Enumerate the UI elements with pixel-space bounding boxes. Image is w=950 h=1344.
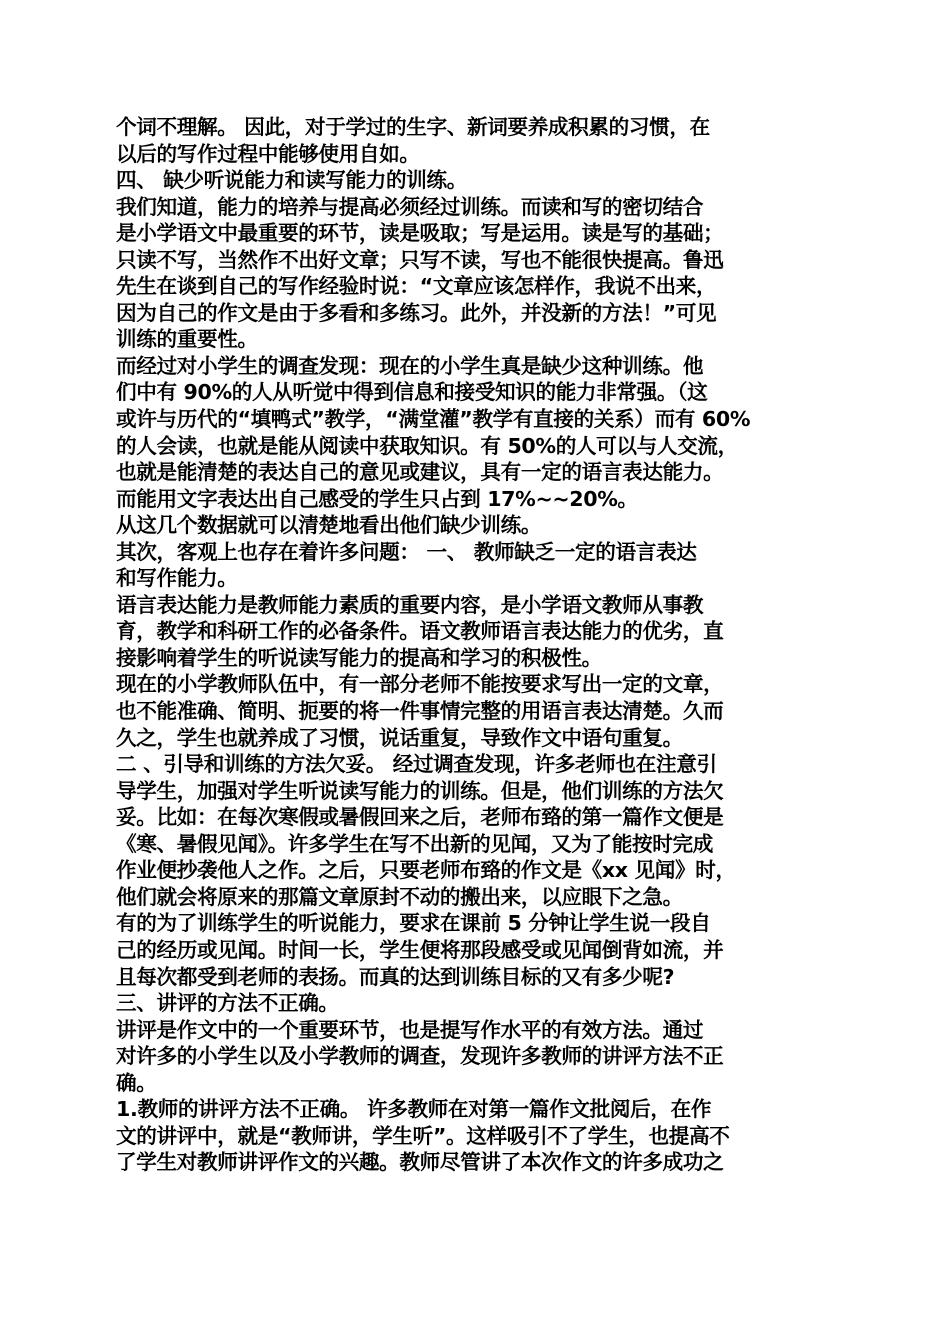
text-line: 是小学语文中最重要的环节，读是吸取；写是运用。读是写的基础；	[116, 221, 724, 246]
text-line: 我们知道，能力的培养与提高必须经过训练。而读和写的密切结合	[116, 194, 704, 219]
text-line: 接影响着学生的听说读写能力的提高和学习的积极性。	[116, 645, 602, 670]
text-line: 只读不写，当然作不出好文章；只写不读，写也不能很快提高。鲁迅	[116, 247, 724, 272]
text-line: 也不能准确、简明、扼要的将一件事情完整的用语言表达清楚。久而	[116, 699, 724, 724]
text-line: 和写作能力。	[116, 566, 238, 591]
text-line: 三、讲评的方法不正确。	[116, 991, 339, 1016]
text-line: 四、 缺少听说能力和读写能力的训练。	[116, 168, 467, 193]
text-line: 个词不理解。 因此，对于学过的生字、新词要养成积累的习惯，在	[116, 115, 710, 139]
text-line: 而能用文字表达出自己感受的学生只占到 17%~~20%。	[116, 486, 638, 511]
text-line: 对许多的小学生以及小学教师的调查，发现许多教师的讲评方法不正	[116, 1044, 724, 1069]
text-line: 或许与历代的“填鸭式”教学，“满堂灌”教学有直接的关系）而有 60%	[116, 407, 751, 432]
text-line: 且每次都受到老师的表扬。而真的达到训练目标的又有多少呢?	[116, 964, 675, 989]
text-line: 因为自己的作文是由于多看和多练习。此外，并没新的方法！”可见	[116, 300, 717, 325]
text-line: 语言表达能力是教师能力素质的重要内容，是小学语文教师从事教	[116, 592, 704, 617]
text-line: 育，教学和科研工作的必备条件。语文教师语言表达能力的优劣，直	[116, 619, 724, 644]
text-line: 导学生，加强对学生听说读写能力的训练。但是，他们训练的方法欠	[116, 778, 724, 803]
text-line: 作业便抄袭他人之作。之后，只要老师布臵的作文是《xx 见闻》时，	[116, 858, 736, 883]
text-line: 了学生对教师讲评作文的兴趣。教师尽管讲了本次作文的许多成功之	[116, 1150, 724, 1175]
text-line: 有的为了训练学生的听说能力，要求在课前 5 分钟让学生说一段自	[116, 911, 711, 936]
text-line: 己的经历或见闻。时间一长，学生便将那段感受或见闻倒背如流，并	[116, 937, 724, 962]
text-line: 训练的重要性。	[116, 327, 258, 352]
text-line: 们中有 90%的人从听觉中得到信息和接受知识的能力非常强。（这	[116, 380, 708, 405]
text-line: 现在的小学教师队伍中，有一部分老师不能按要求写出一定的文章，	[116, 672, 724, 697]
text-line: 妥。比如：在每次寒假或暑假回来之后，老师布臵的第一篇作文便是	[116, 805, 724, 830]
text-line: 而经过对小学生的调查发现：现在的小学生真是缺少这种训练。他	[116, 353, 704, 378]
text-line: 1.教师的讲评方法不正确。 许多教师在对第一篇作文批阅后，在作	[116, 1097, 712, 1122]
text-line: 讲评是作文中的一个重要环节，也是提写作水平的有效方法。通过	[116, 1017, 704, 1042]
text-line: 从这几个数据就可以清楚地看出他们缺少训练。	[116, 513, 542, 538]
text-line: 先生在谈到自己的写作经验时说：“文章应该怎样作，我说不出来，	[116, 274, 717, 299]
text-line: 久之，学生也就养成了习惯，说话重复，导致作文中语句重复。	[116, 725, 683, 750]
text-line: 的人会读，也就是能从阅读中获取知识。有 50%的人可以与人交流，	[116, 433, 738, 458]
text-line: 二 、引导和训练的方法欠妥。 经过调查发现，许多老师也在注意引	[116, 752, 717, 777]
text-line: 确。	[116, 1070, 157, 1095]
text-line: 《寒、暑假见闻》。许多学生在写不出新的见闻，又为了能按时完成	[116, 831, 714, 856]
text-line: 也就是能清楚的表达自己的意见或建议，具有一定的语言表达能力。	[116, 460, 724, 485]
text-line: 以后的写作过程中能够使用自如。	[116, 141, 420, 166]
text-line: 文的讲评中，就是“教师讲，学生听”。这样吸引不了学生，也提高不	[116, 1123, 730, 1148]
text-line: 其次，客观上也存在着许多问题： 一、 教师缺乏一定的语言表达	[116, 539, 697, 564]
text-line: 他们就会将原来的那篇文章原封不动的搬出来，以应眼下之急。	[116, 884, 683, 909]
document-body	[116, 114, 838, 1176]
